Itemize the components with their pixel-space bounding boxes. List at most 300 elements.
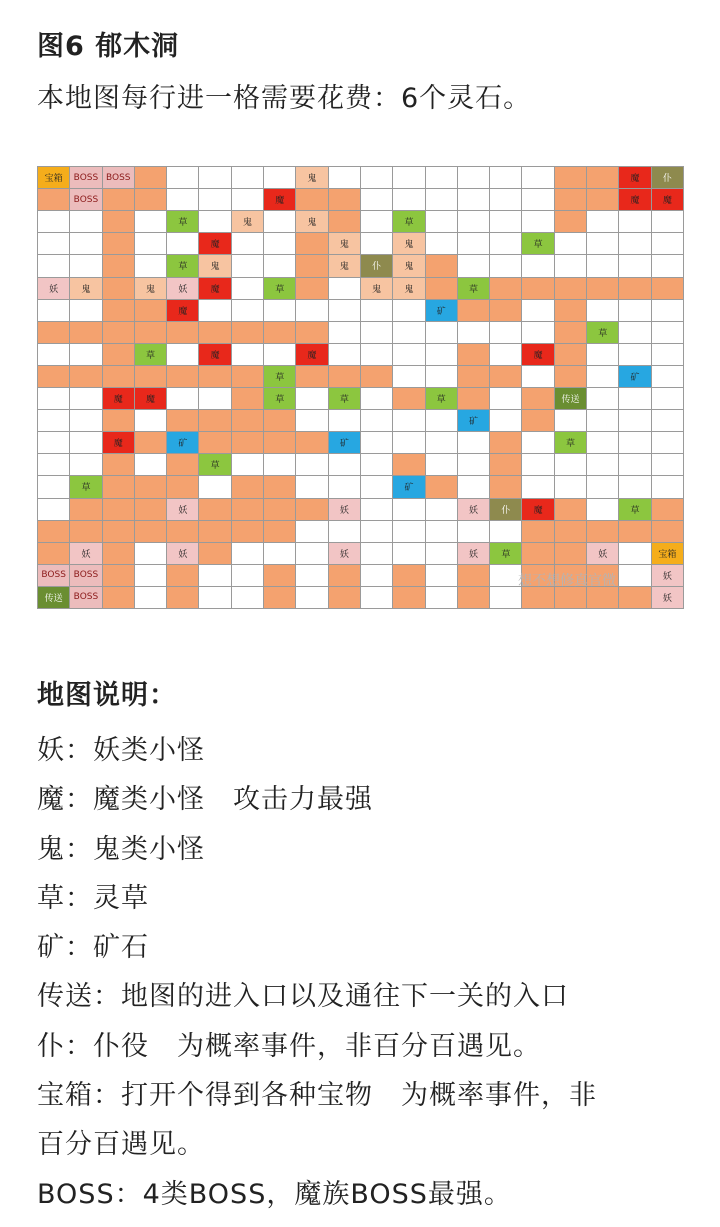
empty-cell [264,543,296,565]
empty-cell [199,300,231,322]
dungeon-map [37,166,684,609]
legend-line: 仆：仆役 为概率事件，非百分百遇见。 [37,1030,541,1062]
path-cell [587,278,619,300]
path-cell [70,521,102,543]
empty-cell [199,587,231,609]
empty-cell [522,454,554,476]
empty-cell [167,167,199,189]
path-cell [232,410,264,432]
empty-cell [490,322,522,344]
empty-cell [393,499,425,521]
empty-cell [619,454,651,476]
map-cell-mo: 魔 [264,189,296,211]
legend-line: 宝箱：打开个得到各种宝物 为概率事件，非 [37,1080,597,1112]
path-cell [490,300,522,322]
path-cell [587,521,619,543]
empty-cell [458,476,490,498]
empty-cell [264,344,296,366]
map-cell-cao: 草 [522,233,554,255]
empty-cell [587,476,619,498]
path-cell [167,366,199,388]
empty-cell [264,211,296,233]
map-cell-gui: 鬼 [361,278,393,300]
map-cell-boss: BOSS [70,189,102,211]
path-cell [490,432,522,454]
path-cell [135,366,167,388]
map-cell-tp: 传送 [38,587,70,609]
path-cell [199,543,231,565]
empty-cell [70,300,102,322]
empty-cell [522,366,554,388]
map-cell-pu: 仆 [490,499,522,521]
path-cell [296,255,328,277]
empty-cell [652,300,684,322]
path-cell [329,565,361,587]
empty-cell [555,410,587,432]
empty-cell [38,388,70,410]
empty-cell [426,499,458,521]
map-cell-kuang: 矿 [167,432,199,454]
empty-cell [329,278,361,300]
legend-title: 地图说明： [37,680,177,711]
map-cell-cao: 草 [458,278,490,300]
empty-cell [426,587,458,609]
empty-cell [393,189,425,211]
empty-cell [70,410,102,432]
path-cell [135,189,167,211]
page-title: 图6 郁木洞 [37,31,180,62]
empty-cell [426,521,458,543]
empty-cell [522,211,554,233]
map-cell-mo: 魔 [619,167,651,189]
path-cell [232,432,264,454]
empty-cell [329,322,361,344]
path-cell [264,565,296,587]
empty-cell [522,432,554,454]
empty-cell [522,322,554,344]
cost-note: 本地图每行进一格需要花费：6个灵石。 [37,83,532,114]
empty-cell [264,167,296,189]
empty-cell [490,388,522,410]
map-cell-boss: BOSS [70,167,102,189]
map-cell-mo: 魔 [199,233,231,255]
empty-cell [361,388,393,410]
path-cell [393,454,425,476]
empty-cell [393,543,425,565]
path-cell [232,366,264,388]
map-cell-mo: 魔 [296,344,328,366]
empty-cell [329,344,361,366]
path-cell [38,543,70,565]
path-cell [555,587,587,609]
map-cell-yao: 妖 [587,543,619,565]
empty-cell [458,454,490,476]
empty-cell [619,344,651,366]
empty-cell [490,211,522,233]
empty-cell [458,322,490,344]
path-cell [167,521,199,543]
map-cell-mo: 魔 [167,300,199,322]
path-cell [135,499,167,521]
empty-cell [38,410,70,432]
path-cell [264,322,296,344]
path-cell [70,322,102,344]
empty-cell [361,521,393,543]
map-cell-yao: 妖 [458,499,490,521]
empty-cell [296,543,328,565]
path-cell [329,211,361,233]
empty-cell [135,543,167,565]
empty-cell [619,388,651,410]
path-cell [264,432,296,454]
path-cell [555,300,587,322]
path-cell [522,587,554,609]
empty-cell [329,410,361,432]
path-cell [426,255,458,277]
empty-cell [652,432,684,454]
empty-cell [393,521,425,543]
empty-cell [264,454,296,476]
path-cell [490,454,522,476]
empty-cell [361,587,393,609]
path-cell [555,211,587,233]
empty-cell [426,167,458,189]
path-cell [490,278,522,300]
empty-cell [38,211,70,233]
path-cell [458,300,490,322]
empty-cell [587,499,619,521]
map-cell-kuang: 矿 [458,410,490,432]
path-cell [38,366,70,388]
empty-cell [167,189,199,211]
map-cell-gui: 鬼 [329,233,361,255]
path-cell [103,521,135,543]
map-cell-pu: 仆 [652,167,684,189]
empty-cell [361,543,393,565]
empty-cell [426,454,458,476]
legend-line: 百分百遇见。 [37,1129,205,1161]
empty-cell [426,543,458,565]
empty-cell [361,322,393,344]
path-cell [619,587,651,609]
map-cell-cao: 草 [555,432,587,454]
empty-cell [522,476,554,498]
map-cell-yao: 妖 [329,543,361,565]
path-cell [103,543,135,565]
empty-cell [652,211,684,233]
path-cell [329,587,361,609]
empty-cell [555,454,587,476]
empty-cell [522,255,554,277]
empty-cell [458,211,490,233]
empty-cell [490,521,522,543]
path-cell [135,322,167,344]
map-cell-yao: 妖 [38,278,70,300]
legend-lines [37,726,687,1219]
map-cell-yao: 妖 [167,499,199,521]
empty-cell [555,476,587,498]
empty-cell [264,255,296,277]
map-cell-boss: BOSS [38,565,70,587]
map-cell-gui: 鬼 [232,211,264,233]
path-cell [555,543,587,565]
map-cell-gui: 鬼 [296,167,328,189]
map-cell-gui: 鬼 [199,255,231,277]
path-cell [264,499,296,521]
empty-cell [426,189,458,211]
empty-cell [619,300,651,322]
path-cell [38,322,70,344]
empty-cell [587,432,619,454]
path-cell [555,189,587,211]
path-cell [103,211,135,233]
empty-cell [652,322,684,344]
empty-cell [587,388,619,410]
empty-cell [232,278,264,300]
path-cell [38,189,70,211]
path-cell [135,432,167,454]
map-cell-cao: 草 [135,344,167,366]
empty-cell [361,454,393,476]
empty-cell [296,300,328,322]
map-cell-boss: BOSS [103,167,135,189]
path-cell [135,300,167,322]
empty-cell [587,366,619,388]
path-cell [296,499,328,521]
path-cell [103,366,135,388]
path-cell [652,521,684,543]
empty-cell [361,167,393,189]
empty-cell [490,233,522,255]
empty-cell [232,344,264,366]
empty-cell [426,344,458,366]
path-cell [199,499,231,521]
empty-cell [393,167,425,189]
map-cell-cao: 草 [264,366,296,388]
map-cell-gui: 鬼 [135,278,167,300]
empty-cell [232,233,264,255]
path-cell [329,366,361,388]
empty-cell [393,410,425,432]
path-cell [393,587,425,609]
map-cell-mo: 魔 [619,189,651,211]
empty-cell [361,432,393,454]
path-cell [38,521,70,543]
map-cell-mo: 魔 [522,499,554,521]
path-cell [522,278,554,300]
empty-cell [361,476,393,498]
map-cell-cao: 草 [619,499,651,521]
empty-cell [652,366,684,388]
path-cell [167,410,199,432]
path-cell [458,344,490,366]
empty-cell [38,499,70,521]
empty-cell [70,388,102,410]
empty-cell [70,344,102,366]
path-cell [103,565,135,587]
empty-cell [458,521,490,543]
path-cell [70,366,102,388]
path-cell [232,499,264,521]
empty-cell [490,189,522,211]
empty-cell [329,454,361,476]
empty-cell [652,410,684,432]
empty-cell [490,410,522,432]
empty-cell [652,344,684,366]
empty-cell [458,432,490,454]
path-cell [232,388,264,410]
map-cell-gui: 鬼 [393,255,425,277]
path-cell [652,499,684,521]
path-cell [103,233,135,255]
empty-cell [458,255,490,277]
empty-cell [264,300,296,322]
empty-cell [587,344,619,366]
empty-cell [426,432,458,454]
map-cell-yao: 妖 [167,543,199,565]
path-cell [199,410,231,432]
empty-cell [296,587,328,609]
empty-cell [329,521,361,543]
empty-cell [70,211,102,233]
empty-cell [232,565,264,587]
legend-line: 魔：魔类小怪 攻击力最强 [37,784,373,816]
map-cell-mo: 魔 [103,432,135,454]
map-legend [37,676,687,1219]
path-cell [458,388,490,410]
map-cell-tp: 传送 [555,388,587,410]
map-cell-yao: 妖 [70,543,102,565]
path-cell [361,366,393,388]
empty-cell [199,565,231,587]
empty-cell [232,189,264,211]
path-cell [426,278,458,300]
empty-cell [296,454,328,476]
map-cell-yao: 妖 [329,499,361,521]
empty-cell [135,587,167,609]
path-cell [555,521,587,543]
empty-cell [490,255,522,277]
path-cell [167,476,199,498]
empty-cell [426,211,458,233]
empty-cell [232,543,264,565]
empty-cell [490,344,522,366]
path-cell [135,167,167,189]
empty-cell [361,344,393,366]
empty-cell [490,167,522,189]
empty-cell [70,432,102,454]
map-cell-yao: 妖 [167,278,199,300]
empty-cell [393,300,425,322]
path-cell [458,565,490,587]
empty-cell [296,565,328,587]
path-cell [167,322,199,344]
empty-cell [652,233,684,255]
empty-cell [652,454,684,476]
path-cell [329,189,361,211]
empty-cell [555,233,587,255]
map-cell-boss: BOSS [70,587,102,609]
empty-cell [38,344,70,366]
empty-cell [587,233,619,255]
path-cell [264,476,296,498]
map-cell-mo: 魔 [103,388,135,410]
path-cell [296,189,328,211]
path-cell [555,167,587,189]
path-cell [555,499,587,521]
map-cell-mo: 魔 [522,344,554,366]
path-cell [296,233,328,255]
empty-cell [296,476,328,498]
path-cell [587,167,619,189]
empty-cell [490,587,522,609]
empty-cell [619,476,651,498]
empty-cell [619,255,651,277]
map-cell-kuang: 矿 [426,300,458,322]
map-cell-mo: 魔 [652,189,684,211]
empty-cell [619,410,651,432]
empty-cell [167,233,199,255]
empty-cell [167,388,199,410]
empty-cell [522,189,554,211]
empty-cell [167,344,199,366]
path-cell [490,476,522,498]
empty-cell [652,388,684,410]
path-cell [167,565,199,587]
path-cell [103,278,135,300]
empty-cell [393,366,425,388]
path-cell [458,366,490,388]
empty-cell [38,300,70,322]
path-cell [70,499,102,521]
empty-cell [587,300,619,322]
path-cell [103,189,135,211]
map-cell-pu: 仆 [361,255,393,277]
path-cell [522,388,554,410]
empty-cell [70,233,102,255]
path-cell [555,344,587,366]
empty-cell [232,454,264,476]
empty-cell [361,410,393,432]
path-cell [103,454,135,476]
empty-cell [619,565,651,587]
path-cell [232,322,264,344]
path-cell [296,432,328,454]
empty-cell [329,476,361,498]
path-cell [426,476,458,498]
path-cell [199,432,231,454]
path-cell [393,565,425,587]
path-cell [167,587,199,609]
legend-line: 妖：妖类小怪 [37,735,205,766]
empty-cell [199,189,231,211]
empty-cell [619,322,651,344]
empty-cell [199,388,231,410]
empty-cell [232,255,264,277]
path-cell [103,499,135,521]
map-cell-mo: 魔 [199,344,231,366]
watermark: 想不想修真官微 [518,573,616,589]
empty-cell [70,255,102,277]
path-cell [393,388,425,410]
empty-cell [38,255,70,277]
path-cell [264,410,296,432]
path-cell [135,476,167,498]
map-cell-gui: 鬼 [296,211,328,233]
path-cell [555,366,587,388]
empty-cell [458,189,490,211]
empty-cell [199,167,231,189]
